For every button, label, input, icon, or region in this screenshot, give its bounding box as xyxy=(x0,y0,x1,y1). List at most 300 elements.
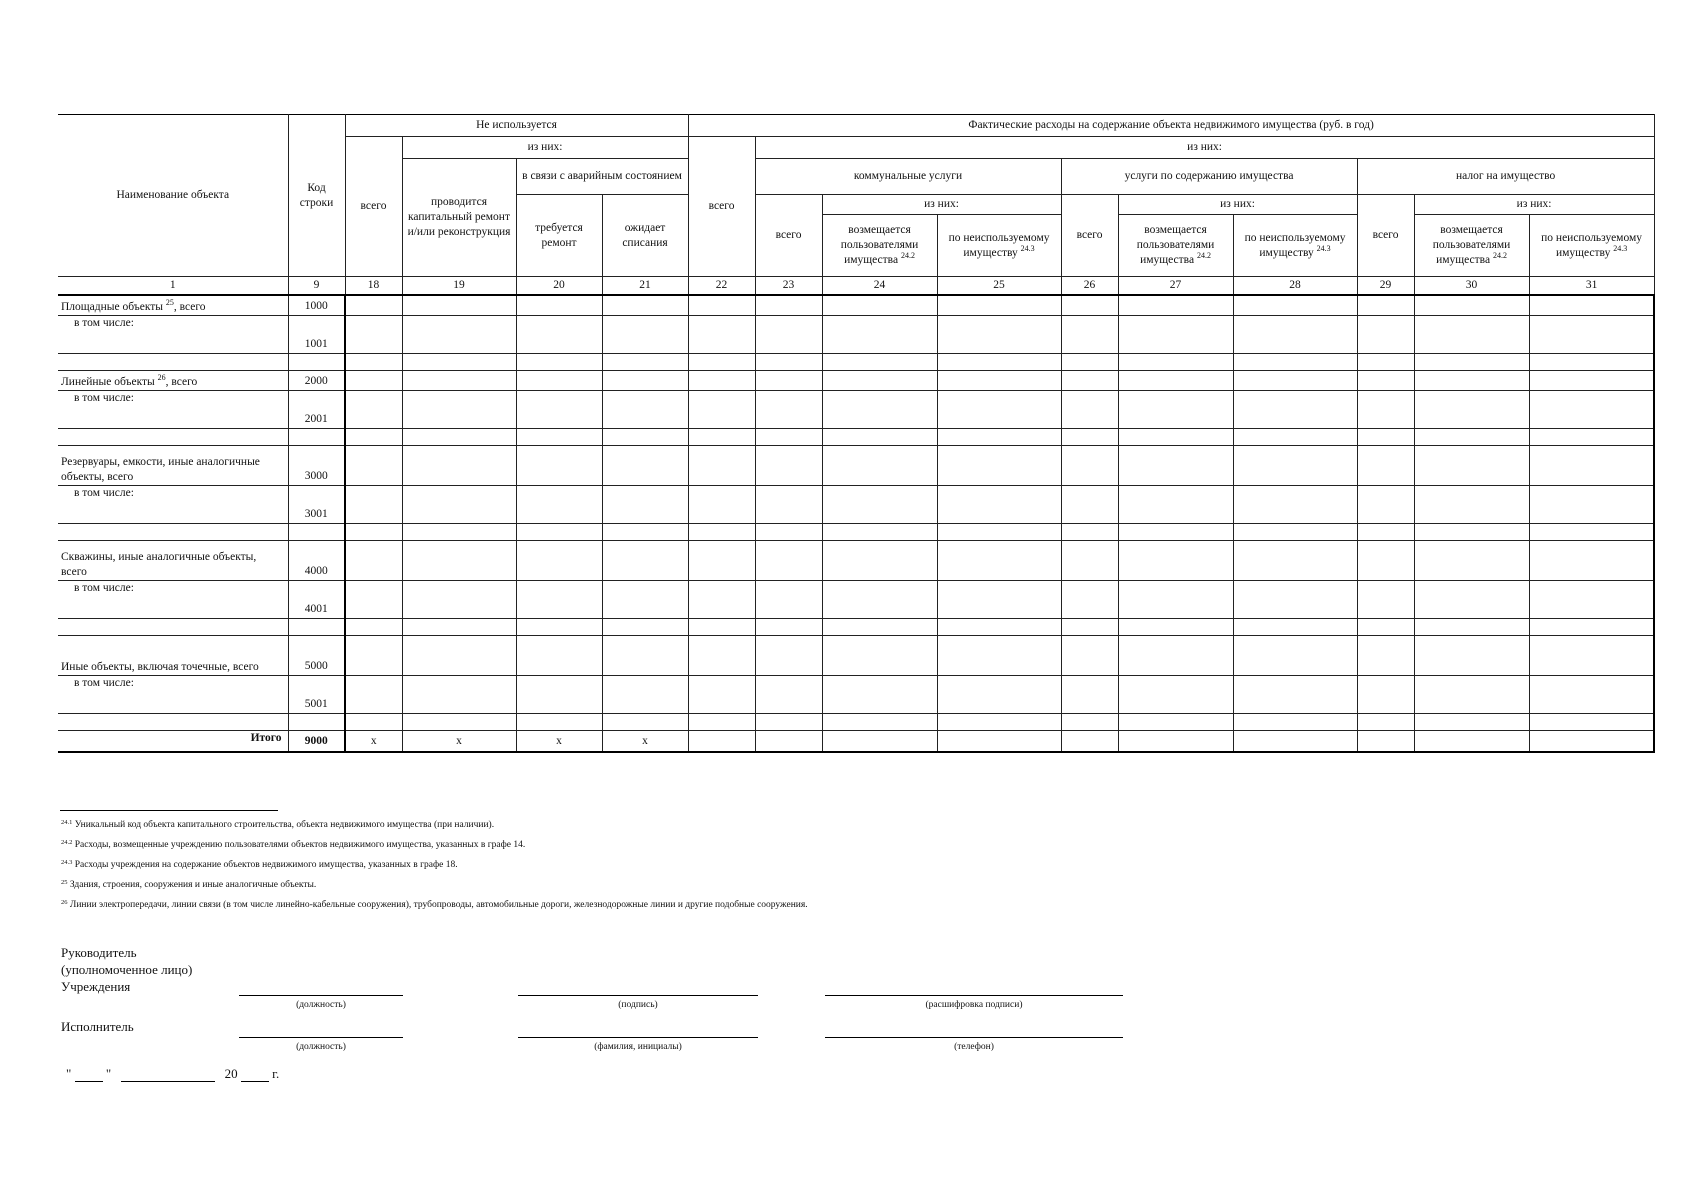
data-cell[interactable] xyxy=(345,295,402,316)
data-cell[interactable] xyxy=(402,429,516,446)
data-cell[interactable] xyxy=(516,446,602,486)
row-object-name: Линейные объекты $^{26}$, всего xyxy=(58,371,288,391)
row-line-code xyxy=(288,429,345,446)
header-line-code: Код строки xyxy=(288,115,345,277)
data-cell[interactable] xyxy=(1357,486,1414,524)
data-cell[interactable] xyxy=(1118,486,1233,524)
head-decode-caption: (расшифровка подписи) xyxy=(925,1000,1023,1010)
data-cell[interactable] xyxy=(1233,714,1357,731)
exec-position-line[interactable] xyxy=(239,1037,403,1038)
data-cell[interactable] xyxy=(1233,676,1357,714)
col-num: 31 xyxy=(1529,277,1654,296)
data-cell[interactable] xyxy=(1414,731,1529,753)
data-cell[interactable] xyxy=(1118,636,1233,676)
header-utilities-total: всего xyxy=(755,195,822,277)
data-cell[interactable] xyxy=(1233,619,1357,636)
data-cell[interactable] xyxy=(937,714,1061,731)
data-cell[interactable] xyxy=(402,446,516,486)
data-cell[interactable] xyxy=(1061,714,1118,731)
row-line-code: 3000 xyxy=(288,446,345,486)
data-cell[interactable] xyxy=(1529,371,1654,391)
data-cell[interactable] xyxy=(1233,391,1357,429)
data-cell[interactable] xyxy=(345,714,402,731)
data-cell[interactable] xyxy=(822,619,937,636)
table-row xyxy=(58,581,1654,619)
data-cell[interactable] xyxy=(402,295,516,316)
data-cell[interactable] xyxy=(1118,619,1233,636)
footnote: $^{25}$ Здания, строения, сооружения и иные аналогичные объекты. xyxy=(61,879,317,890)
data-cell[interactable] xyxy=(1529,636,1654,676)
data-cell[interactable] xyxy=(937,676,1061,714)
data-cell[interactable] xyxy=(1233,524,1357,541)
table-row-blank xyxy=(58,429,1654,446)
data-cell[interactable] xyxy=(688,446,755,486)
data-cell[interactable] xyxy=(1357,676,1414,714)
data-cell[interactable] xyxy=(516,636,602,676)
data-cell[interactable] xyxy=(1233,486,1357,524)
row-line-code: 5001 xyxy=(288,676,345,714)
data-cell[interactable] xyxy=(1118,316,1233,354)
data-cell[interactable] xyxy=(1061,391,1118,429)
data-cell[interactable] xyxy=(1414,316,1529,354)
data-cell[interactable] xyxy=(755,581,822,619)
data-cell[interactable] xyxy=(755,429,822,446)
data-cell[interactable] xyxy=(937,636,1061,676)
data-cell[interactable] xyxy=(402,316,516,354)
header-not-used-total: всего xyxy=(345,137,402,277)
data-cell[interactable] xyxy=(937,354,1061,371)
data-cell[interactable] xyxy=(937,541,1061,581)
data-cell[interactable] xyxy=(755,619,822,636)
data-cell[interactable] xyxy=(1529,295,1654,316)
date-month-field[interactable] xyxy=(121,1067,215,1082)
data-cell[interactable] xyxy=(1414,524,1529,541)
data-cell[interactable] xyxy=(1061,676,1118,714)
data-cell[interactable] xyxy=(1061,731,1118,753)
table-row xyxy=(58,541,1654,581)
header-tax-total: всего xyxy=(1357,195,1414,277)
data-cell[interactable] xyxy=(1529,581,1654,619)
data-cell[interactable] xyxy=(688,541,755,581)
data-cell[interactable] xyxy=(1061,316,1118,354)
data-cell[interactable] xyxy=(755,714,822,731)
data-cell[interactable] xyxy=(1414,486,1529,524)
col-num: 29 xyxy=(1357,277,1414,296)
footnotes xyxy=(61,815,808,915)
data-cell[interactable] xyxy=(755,316,822,354)
data-cell[interactable] xyxy=(1357,316,1414,354)
data-cell[interactable] xyxy=(402,391,516,429)
data-cell[interactable] xyxy=(937,619,1061,636)
data-cell[interactable] xyxy=(1414,446,1529,486)
row-line-code xyxy=(288,619,345,636)
data-cell[interactable] xyxy=(937,731,1061,753)
table-row xyxy=(58,371,1654,391)
row-object-name: в том числе: xyxy=(58,676,288,714)
data-cell[interactable] xyxy=(602,676,688,714)
header-not-used: Не используется xyxy=(345,115,688,137)
data-cell[interactable] xyxy=(345,636,402,676)
data-cell[interactable] xyxy=(1118,524,1233,541)
data-cell[interactable] xyxy=(602,354,688,371)
data-cell[interactable] xyxy=(822,581,937,619)
data-cell[interactable] xyxy=(755,354,822,371)
data-cell[interactable] xyxy=(1233,581,1357,619)
data-cell[interactable] xyxy=(1357,446,1414,486)
data-cell[interactable] xyxy=(688,486,755,524)
header-tax-reimbursed: возмещается пользователями имущества $^{24.2}$ xyxy=(1414,215,1529,277)
data-cell[interactable] xyxy=(516,316,602,354)
col-num: 23 xyxy=(755,277,822,296)
table-row-blank xyxy=(58,714,1654,731)
col-num: 26 xyxy=(1061,277,1118,296)
data-cell[interactable] xyxy=(1061,619,1118,636)
row-line-code: 2001 xyxy=(288,391,345,429)
data-cell[interactable] xyxy=(1233,371,1357,391)
col-num: 18 xyxy=(345,277,402,296)
data-cell[interactable] xyxy=(822,676,937,714)
row-line-code xyxy=(288,524,345,541)
data-cell[interactable] xyxy=(1061,429,1118,446)
data-cell[interactable] xyxy=(402,636,516,676)
table-row xyxy=(58,636,1654,676)
data-cell[interactable] xyxy=(1414,429,1529,446)
head-decode-line[interactable] xyxy=(825,995,1123,996)
data-cell[interactable] xyxy=(516,714,602,731)
head-signature-line[interactable] xyxy=(518,995,758,996)
data-cell[interactable] xyxy=(1118,714,1233,731)
data-cell[interactable] xyxy=(1233,636,1357,676)
data-cell[interactable] xyxy=(937,316,1061,354)
data-cell[interactable] xyxy=(1357,636,1414,676)
data-cell[interactable] xyxy=(1529,429,1654,446)
data-cell[interactable] xyxy=(1414,541,1529,581)
row-line-code xyxy=(288,354,345,371)
data-cell[interactable] xyxy=(516,391,602,429)
data-cell[interactable] xyxy=(345,581,402,619)
row-object-name: в том числе: xyxy=(58,581,288,619)
data-cell[interactable] xyxy=(1414,714,1529,731)
data-cell[interactable] xyxy=(755,676,822,714)
data-cell[interactable] xyxy=(602,429,688,446)
data-cell[interactable] xyxy=(688,295,755,316)
data-cell[interactable] xyxy=(688,581,755,619)
data-cell[interactable] xyxy=(345,676,402,714)
data-cell[interactable] xyxy=(402,541,516,581)
data-cell[interactable] xyxy=(1118,371,1233,391)
date-year-field[interactable] xyxy=(241,1067,269,1082)
data-cell[interactable] xyxy=(937,446,1061,486)
data-cell[interactable] xyxy=(402,619,516,636)
data-cell[interactable] xyxy=(822,295,937,316)
data-cell[interactable] xyxy=(345,486,402,524)
data-cell[interactable] xyxy=(345,619,402,636)
data-cell[interactable] xyxy=(1233,541,1357,581)
data-cell[interactable] xyxy=(602,524,688,541)
data-cell[interactable] xyxy=(755,391,822,429)
data-cell[interactable] xyxy=(1357,731,1414,753)
data-cell[interactable] xyxy=(755,371,822,391)
header-actual-expenses: Фактические расходы на содержание объекта недвижимого имущества (руб. в год) xyxy=(688,115,1654,137)
data-cell[interactable] xyxy=(688,391,755,429)
data-cell[interactable] xyxy=(602,714,688,731)
data-cell[interactable] xyxy=(602,636,688,676)
data-cell[interactable] xyxy=(1529,541,1654,581)
data-cell[interactable] xyxy=(688,316,755,354)
data-cell[interactable] xyxy=(602,541,688,581)
total-x-cell: x xyxy=(402,731,516,753)
table-row xyxy=(58,446,1654,486)
data-cell[interactable] xyxy=(602,316,688,354)
total-x-cell: x xyxy=(602,731,688,753)
data-cell[interactable] xyxy=(1118,429,1233,446)
data-cell[interactable] xyxy=(1061,524,1118,541)
data-cell[interactable] xyxy=(1529,354,1654,371)
header-maintenance-of-which: из них: xyxy=(1118,195,1357,215)
data-cell[interactable] xyxy=(822,371,937,391)
data-cell[interactable] xyxy=(1233,429,1357,446)
data-cell[interactable] xyxy=(688,371,755,391)
header-maintenance-unused: по неиспользуемому имуществу $^{24.3}$ xyxy=(1233,215,1357,277)
data-cell[interactable] xyxy=(1118,446,1233,486)
col-num: 19 xyxy=(402,277,516,296)
data-cell[interactable] xyxy=(345,316,402,354)
row-line-code: 4000 xyxy=(288,541,345,581)
data-cell[interactable] xyxy=(688,636,755,676)
data-cell[interactable] xyxy=(1357,581,1414,619)
row-line-code: 5000 xyxy=(288,636,345,676)
data-cell[interactable] xyxy=(1118,295,1233,316)
data-cell[interactable] xyxy=(1357,391,1414,429)
data-cell[interactable] xyxy=(1529,486,1654,524)
header-utilities-of-which: из них: xyxy=(822,195,1061,215)
data-cell[interactable] xyxy=(602,446,688,486)
data-cell[interactable] xyxy=(1357,714,1414,731)
data-cell[interactable] xyxy=(516,619,602,636)
data-cell[interactable] xyxy=(402,581,516,619)
data-cell[interactable] xyxy=(688,619,755,636)
row-object-name: Иные объекты, включая точечные, всего xyxy=(58,636,288,676)
data-cell[interactable] xyxy=(755,541,822,581)
data-cell[interactable] xyxy=(688,429,755,446)
data-cell[interactable] xyxy=(1529,714,1654,731)
data-cell[interactable] xyxy=(516,541,602,581)
header-maintenance: услуги по содержанию имущества xyxy=(1061,159,1357,195)
footnote: $^{26}$ Линии электропередачи, линии связи (в том числе линейно-кабельные сооружения), трубопроводы, автомобильные дороги, железнодорожные линии и другие подобные сооружения. xyxy=(61,899,808,910)
data-cell[interactable] xyxy=(1414,371,1529,391)
data-cell[interactable] xyxy=(1357,295,1414,316)
data-cell[interactable] xyxy=(345,371,402,391)
data-cell[interactable] xyxy=(1414,636,1529,676)
data-cell[interactable] xyxy=(1529,676,1654,714)
data-cell[interactable] xyxy=(1118,541,1233,581)
col-num: 21 xyxy=(602,277,688,296)
data-cell[interactable] xyxy=(755,524,822,541)
data-cell[interactable] xyxy=(1529,316,1654,354)
data-cell[interactable] xyxy=(1061,541,1118,581)
data-cell[interactable] xyxy=(402,714,516,731)
data-cell[interactable] xyxy=(1414,676,1529,714)
exec-phone-line[interactable] xyxy=(825,1037,1123,1038)
data-cell[interactable] xyxy=(822,446,937,486)
data-cell[interactable] xyxy=(345,429,402,446)
data-cell[interactable] xyxy=(1357,354,1414,371)
data-cell[interactable] xyxy=(1529,524,1654,541)
exec-name-line[interactable] xyxy=(518,1037,758,1038)
data-cell[interactable] xyxy=(937,524,1061,541)
data-cell[interactable] xyxy=(755,636,822,676)
data-cell[interactable] xyxy=(822,391,937,429)
data-cell[interactable] xyxy=(345,354,402,371)
data-cell[interactable] xyxy=(516,354,602,371)
data-cell[interactable] xyxy=(822,731,937,753)
data-cell[interactable] xyxy=(688,714,755,731)
column-numbers-row xyxy=(58,277,1654,296)
data-cell[interactable] xyxy=(516,581,602,619)
data-cell[interactable] xyxy=(1233,731,1357,753)
data-cell[interactable] xyxy=(602,486,688,524)
data-cell[interactable] xyxy=(688,524,755,541)
col-num: 20 xyxy=(516,277,602,296)
date-year-prefix: 20 xyxy=(224,1066,238,1081)
data-cell[interactable] xyxy=(516,371,602,391)
data-cell[interactable] xyxy=(1529,446,1654,486)
data-cell[interactable] xyxy=(345,524,402,541)
data-cell[interactable] xyxy=(1118,676,1233,714)
data-cell[interactable] xyxy=(1061,446,1118,486)
date-day-field[interactable] xyxy=(75,1067,103,1082)
data-cell[interactable] xyxy=(1061,636,1118,676)
header-property-tax: налог на имущество xyxy=(1357,159,1654,195)
data-cell[interactable] xyxy=(1233,295,1357,316)
header-maintenance-total: всего xyxy=(1061,195,1118,277)
data-cell[interactable] xyxy=(516,295,602,316)
data-cell[interactable] xyxy=(755,731,822,753)
data-cell[interactable] xyxy=(345,446,402,486)
data-cell[interactable] xyxy=(1233,316,1357,354)
executor-label: Исполнитель xyxy=(61,1019,134,1034)
data-cell[interactable] xyxy=(1357,524,1414,541)
data-cell[interactable] xyxy=(1061,354,1118,371)
header-awaiting-writeoff: ожидает списания xyxy=(602,195,688,277)
data-cell[interactable] xyxy=(1061,295,1118,316)
data-cell[interactable] xyxy=(402,524,516,541)
header-expenses-total: всего xyxy=(688,137,755,277)
data-cell[interactable] xyxy=(822,714,937,731)
row-object-name xyxy=(58,354,288,371)
data-cell[interactable] xyxy=(822,541,937,581)
data-cell[interactable] xyxy=(1233,446,1357,486)
data-cell[interactable] xyxy=(937,581,1061,619)
data-cell[interactable] xyxy=(755,486,822,524)
data-cell[interactable] xyxy=(822,354,937,371)
data-cell[interactable] xyxy=(822,429,937,446)
date-quote-open: " xyxy=(66,1066,72,1081)
data-cell[interactable] xyxy=(688,731,755,753)
data-cell[interactable] xyxy=(822,486,937,524)
data-cell[interactable] xyxy=(602,371,688,391)
data-cell[interactable] xyxy=(1529,391,1654,429)
data-cell[interactable] xyxy=(602,391,688,429)
data-cell[interactable] xyxy=(402,354,516,371)
head-position-line[interactable] xyxy=(239,995,403,996)
data-cell[interactable] xyxy=(688,354,755,371)
data-cell[interactable] xyxy=(402,371,516,391)
header-object-name: Наименование объекта xyxy=(58,115,288,277)
data-cell[interactable] xyxy=(1414,354,1529,371)
signature-head-label: Руководитель (уполномоченное лицо) Учреждения xyxy=(61,945,193,994)
data-cell[interactable] xyxy=(1529,619,1654,636)
footnote: $^{24.1}$ Уникальный код объекта капитального строительства, объекта недвижимого имущества (при наличии). xyxy=(61,819,495,830)
data-cell[interactable] xyxy=(1061,371,1118,391)
data-cell[interactable] xyxy=(1529,731,1654,753)
exec-position-caption: (должность) xyxy=(296,1042,346,1052)
data-cell[interactable] xyxy=(1414,619,1529,636)
data-cell[interactable] xyxy=(516,676,602,714)
data-cell[interactable] xyxy=(1118,391,1233,429)
row-line-code: 2000 xyxy=(288,371,345,391)
data-cell[interactable] xyxy=(822,524,937,541)
data-cell[interactable] xyxy=(1061,581,1118,619)
data-cell[interactable] xyxy=(1357,541,1414,581)
data-cell[interactable] xyxy=(602,581,688,619)
data-cell[interactable] xyxy=(1357,619,1414,636)
data-cell[interactable] xyxy=(1118,731,1233,753)
data-cell[interactable] xyxy=(1414,581,1529,619)
table-row-blank xyxy=(58,619,1654,636)
data-cell[interactable] xyxy=(516,486,602,524)
data-cell[interactable] xyxy=(688,676,755,714)
data-cell[interactable] xyxy=(602,295,688,316)
data-cell[interactable] xyxy=(937,391,1061,429)
data-cell[interactable] xyxy=(1061,486,1118,524)
table-row xyxy=(58,316,1654,354)
table-row-blank xyxy=(58,354,1654,371)
data-cell[interactable] xyxy=(822,636,937,676)
data-cell[interactable] xyxy=(345,391,402,429)
data-cell[interactable] xyxy=(1357,371,1414,391)
data-cell[interactable] xyxy=(937,371,1061,391)
data-cell[interactable] xyxy=(1357,429,1414,446)
data-cell[interactable] xyxy=(822,316,937,354)
row-line-code xyxy=(288,714,345,731)
data-cell[interactable] xyxy=(1414,391,1529,429)
data-cell[interactable] xyxy=(402,676,516,714)
header-utilities: коммунальные услуги xyxy=(755,159,1061,195)
data-cell[interactable] xyxy=(345,541,402,581)
header-tax-unused: по неиспользуемому имуществу $^{24.3}$ xyxy=(1529,215,1654,277)
footnote: $^{24.2}$ Расходы, возмещенные учреждению пользователями объектов недвижимого имущества, указанных в графе 14. xyxy=(61,839,526,850)
data-cell[interactable] xyxy=(1118,581,1233,619)
data-cell[interactable] xyxy=(602,619,688,636)
row-object-name xyxy=(58,714,288,731)
row-object-name xyxy=(58,619,288,636)
date-quote-close: " xyxy=(105,1066,112,1081)
data-cell[interactable] xyxy=(1233,354,1357,371)
data-cell[interactable] xyxy=(1118,354,1233,371)
data-cell[interactable] xyxy=(755,295,822,316)
data-cell[interactable] xyxy=(402,486,516,524)
data-cell[interactable] xyxy=(516,429,602,446)
data-cell[interactable] xyxy=(516,524,602,541)
data-cell[interactable] xyxy=(755,446,822,486)
table-row xyxy=(58,295,1654,316)
data-cell[interactable] xyxy=(937,486,1061,524)
data-cell[interactable] xyxy=(937,429,1061,446)
data-cell[interactable] xyxy=(937,295,1061,316)
col-num: 30 xyxy=(1414,277,1529,296)
data-cell[interactable] xyxy=(1414,295,1529,316)
